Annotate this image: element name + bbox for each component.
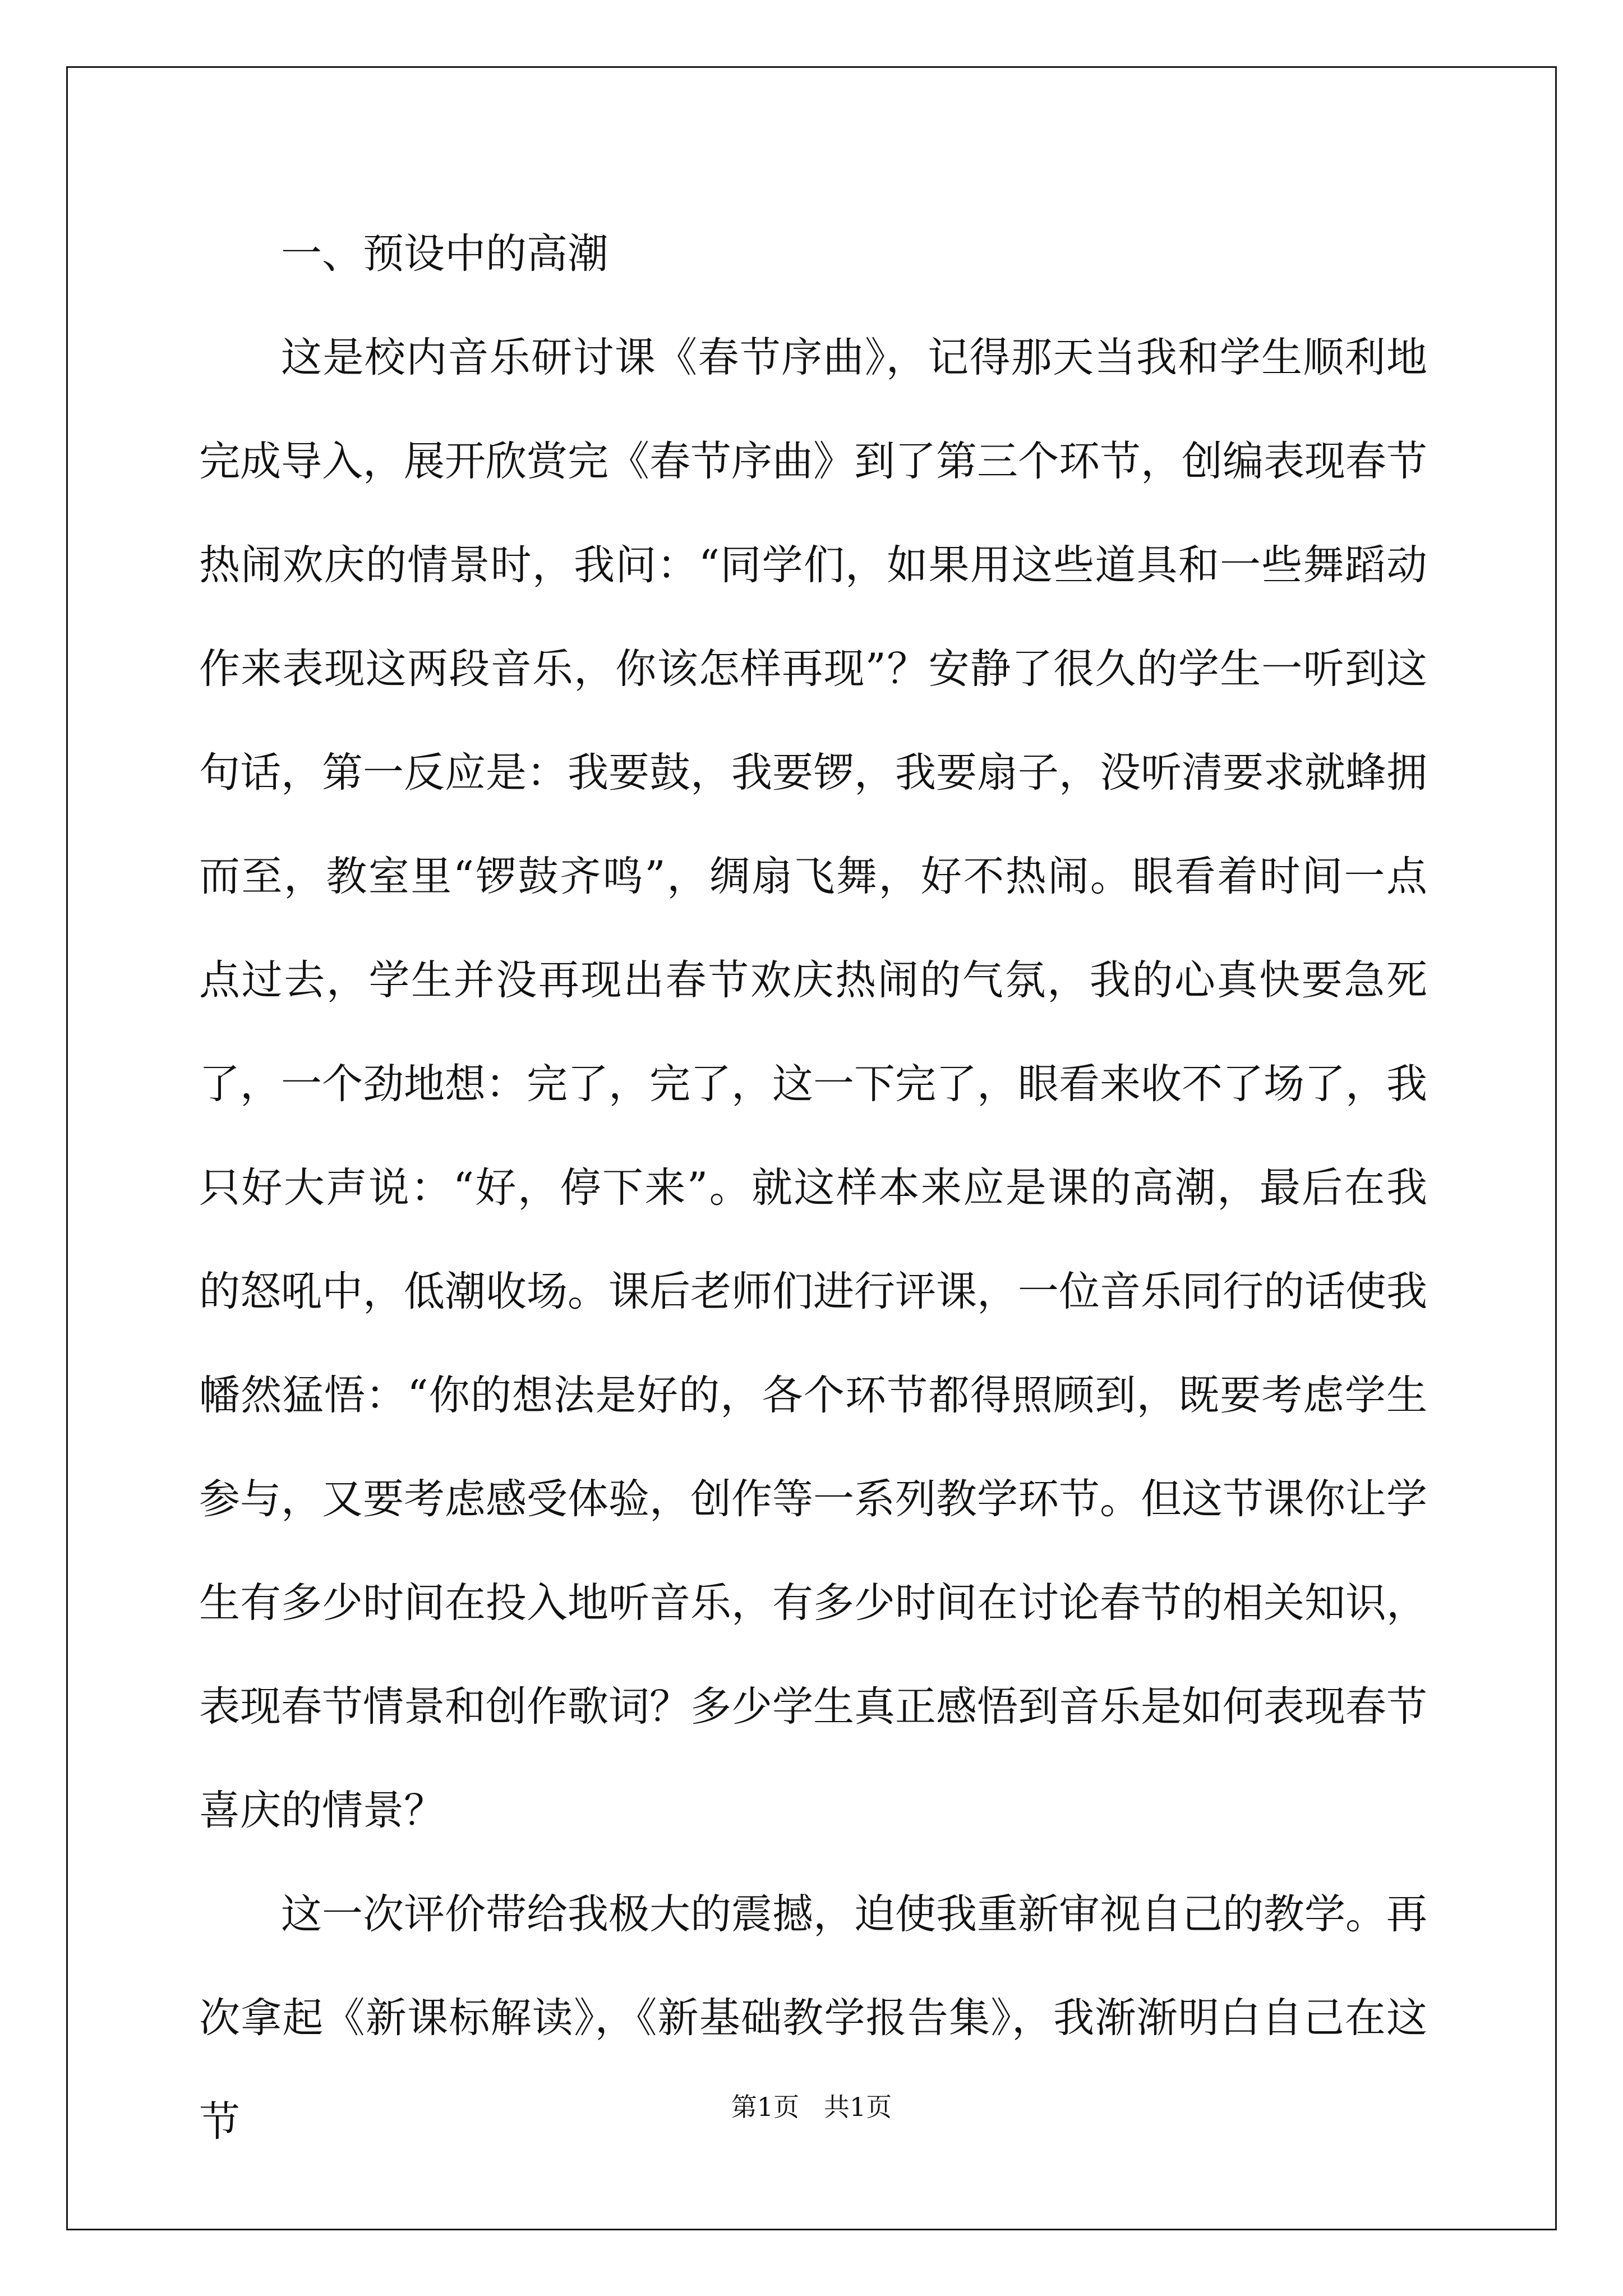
document-body bbox=[199, 202, 1427, 2174]
page-footer: 第1页 共1页 bbox=[731, 2092, 892, 2122]
paragraph-2: 这一次评价带给我极大的震撼，迫使我重新审视自己的教学。再次拿起《新课标解读》，《新基础教学报告集》，我渐渐明白自己在这节 bbox=[199, 1890, 1427, 2146]
paragraph-1: 这是校内音乐研讨课《春节序曲》，记得那天当我和学生顺利地完成导入，展开欣赏完《春节序曲》到了第三个环节，创编表现春节热闹欢庆的情景时，我问：“同学们，如果用这些道具和一些舞蹈动作来表现这两段音乐，你该怎样再现”？安静了很久的学生一听到这句话，第一反应是：我要鼓，我要锣，我要扇子，没听清要求就蜂拥而至，教室里“锣鼓齐鸣”，绸扇飞舞，好不热闹。眼看着时间一点点过去，学生并没再现出春节欢庆热闹的气氛，我的心真快要急死了，一个劲地想：完了，完了，这一下完了，眼看来收不了场了，我只好大声说：“好，停下来”。就这样本来应是课的高潮，最后在我的怒吼中，低潮收场。课后老师们进行评课，一位音乐同行的话使我幡然猛悟：“你的想法是好的，各个环节都得照顾到，既要考虑学生参与，又要考虑感受体验，创作等一系列教学环节。但这节课你让学生有多少时间在投入地听音乐，有多少时间在讨论春节的相关知识，表现春节情景和创作歌词？多少学生真正感悟到音乐是如何表现春节喜庆的情景？ bbox=[199, 334, 1427, 1834]
section-heading: 一、预设中的高潮 bbox=[281, 230, 608, 278]
